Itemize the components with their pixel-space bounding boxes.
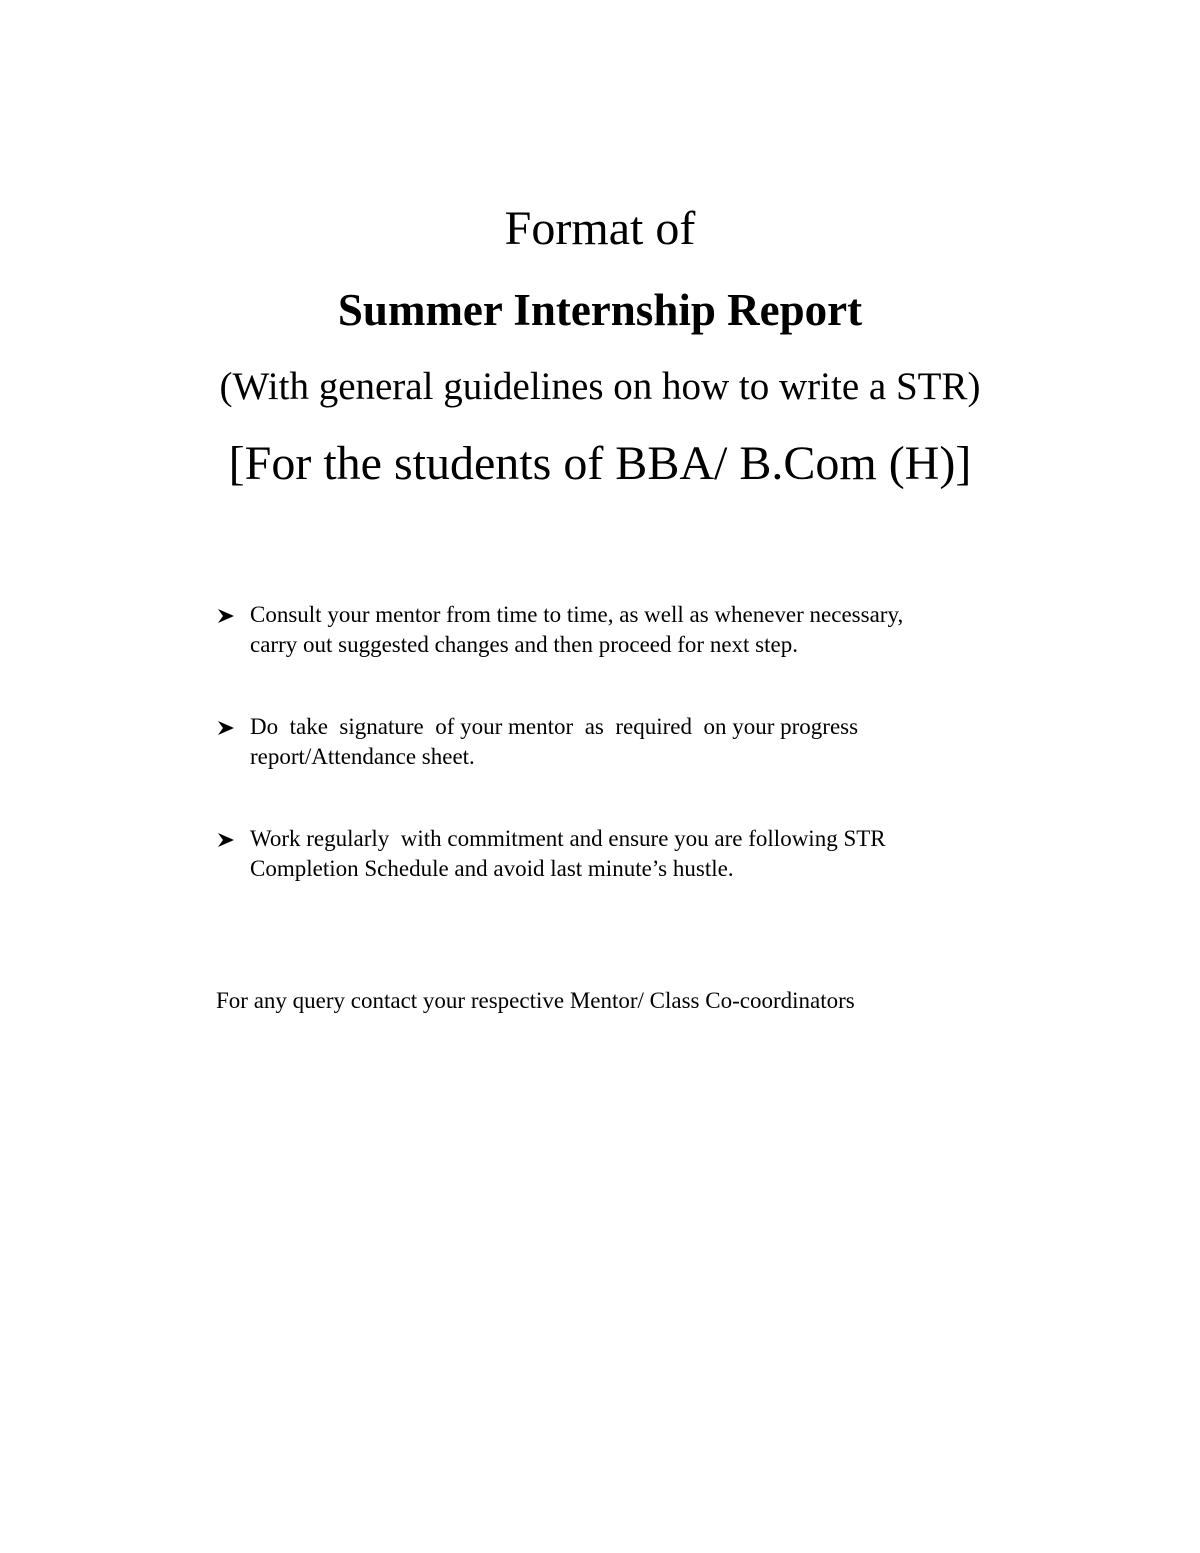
arrow-bullet-icon bbox=[217, 608, 235, 624]
guideline-list bbox=[216, 600, 1016, 936]
arrow-bullet-icon bbox=[217, 720, 235, 736]
audience-line: [For the students of BBA/ B.Com (H)] bbox=[228, 437, 972, 490]
list-item-line: Work regularly with commitment and ensure you are following STR bbox=[250, 826, 886, 851]
list-item-line: carry out suggested changes and then proceed for next step. bbox=[250, 632, 798, 657]
list-item bbox=[216, 824, 1016, 884]
list-item bbox=[216, 600, 1016, 660]
arrow-bullet-icon bbox=[217, 832, 235, 848]
list-item-line: Consult your mentor from time to time, as well as whenever necessary, bbox=[250, 602, 904, 627]
list-item-line: Completion Schedule and avoid last minute’s hustle. bbox=[250, 856, 734, 881]
list-item-line: report/Attendance sheet. bbox=[250, 744, 475, 769]
list-item-line: Do take signature of your mentor as required on your progress bbox=[250, 714, 859, 739]
title-format-of: Format of bbox=[504, 202, 696, 255]
subtitle: (With general guidelines on how to write a STR) bbox=[219, 365, 981, 408]
page-title: Summer Internship Report bbox=[337, 285, 863, 335]
list-item bbox=[216, 712, 1016, 772]
footer-note: For any query contact your respective Mentor/ Class Co-coordinators bbox=[216, 988, 855, 1013]
